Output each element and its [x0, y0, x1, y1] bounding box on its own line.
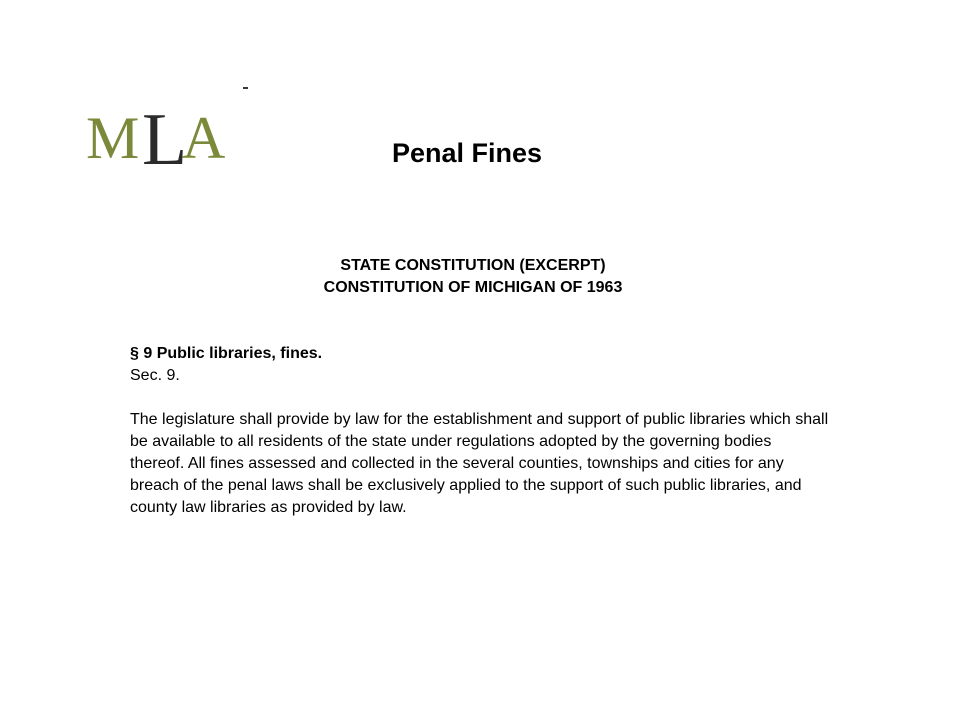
heading-line-2: CONSTITUTION OF MICHIGAN OF 1963: [323, 279, 623, 296]
decorative-dash: [243, 87, 248, 89]
section-body-text: The legislature shall provide by law for the establishment and support of public libraries which shall be available to all residents of the state under regulations adopted by the governing bodies thereof. All fines assessed and collected in the several counties, townships and cities for any breach of the penal laws shall be exclusively applied to the support of such public libraries, and county law libraries as provided by law.: [130, 411, 829, 516]
section-title: § 9 Public libraries, fines.: [130, 345, 323, 362]
heading-line-1: STATE CONSTITUTION (EXCERPT): [340, 257, 606, 274]
logo-letter-l: L: [142, 99, 188, 170]
section-number: Sec. 9.: [130, 367, 180, 384]
page-title: Penal Fines: [391, 138, 543, 168]
document-heading: [0, 255, 946, 299]
section-9: [130, 343, 830, 519]
logo-letter-m: M: [86, 105, 140, 170]
logo-letter-a: A: [182, 105, 226, 170]
